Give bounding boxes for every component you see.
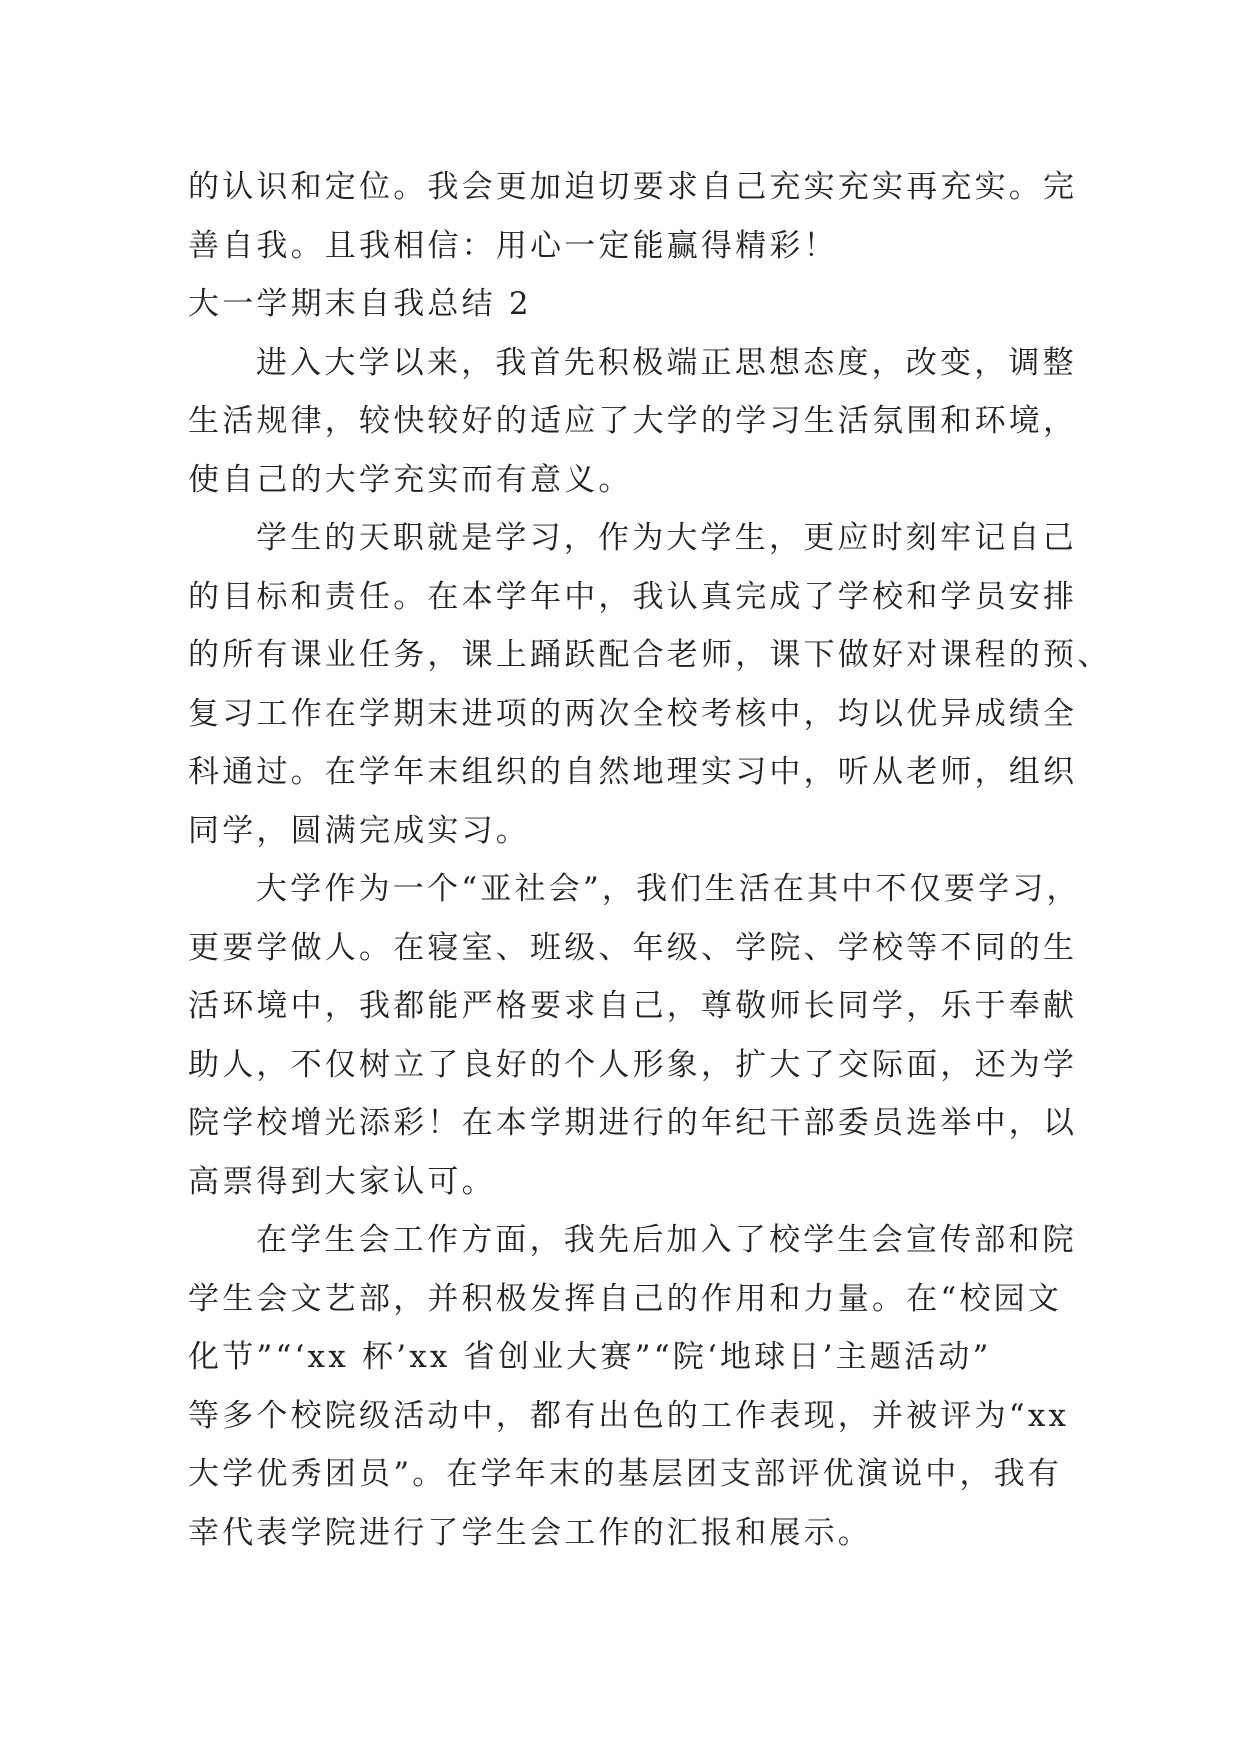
paragraph-3-line-1: 大学作为一个“亚社会”，我们生活在其中不仅要学习，	[256, 871, 1081, 907]
intro-line-2: 善自我。且我相信：用心一定能赢得精彩！	[188, 227, 838, 264]
paragraph-2-line-6: 同学，圆满完成实习。	[188, 812, 530, 849]
section-title: 大一学期末自我总结 2	[188, 286, 532, 322]
paragraph-4-line-2: 学生会文艺部，并积极发挥自己的作用和力量。在“校园文	[188, 1280, 1063, 1317]
paragraph-4-line-6: 幸代表学院进行了学生会工作的汇报和展示。	[188, 1514, 872, 1551]
paragraph-1-line-1: 进入大学以来，我首先积极端正思想态度，改变，调整	[256, 344, 1077, 381]
paragraph-2-line-5: 科通过。在学年末组织的自然地理实习中，听从老师，组织	[188, 754, 1078, 790]
paragraph-3-line-2: 更要学做人。在寝室、班级、年级、学院、学校等不同的生	[188, 929, 1078, 966]
paragraph-2-line-2: 的目标和责任。在本学年中，我认真完成了学校和学员安排	[188, 578, 1078, 615]
paragraph-4-line-3: 化节”“‘xx 杯’xx 省创业大赛”“院‘地球日’主题活动”	[188, 1339, 992, 1375]
document-body	[188, 158, 1112, 1562]
paragraph-4-line-1: 在学生会工作方面，我先后加入了校学生会宣传部和院	[256, 1222, 1077, 1258]
paragraph-2-line-3: 的所有课业任务，课上踊跃配合老师，课下做好对课程的预、	[188, 637, 1112, 673]
intro-line-1: 的认识和定位。我会更加迫切要求自己充实充实再充实。完	[188, 169, 1078, 205]
paragraph-3-line-4: 助人，不仅树立了良好的个人形象，扩大了交际面，还为学	[188, 1046, 1078, 1083]
paragraph-4-line-4: 等多个校院级活动中，都有出色的工作表现，并被评为“xx	[188, 1397, 1070, 1434]
paragraph-1-line-2: 生活规律，较快较好的适应了大学的学习生活氛围和环境，	[188, 403, 1078, 439]
paragraph-1-line-3: 使自己的大学充实而有意义。	[188, 461, 633, 498]
paragraph-3-line-6: 高票得到大家认可。	[188, 1163, 496, 1200]
paragraph-4-line-5: 大学优秀团员”。在学年末的基层团支部评优演说中，我有	[188, 1456, 1063, 1492]
paragraph-3-line-3: 活环境中，我都能严格要求自己，尊敬师长同学，乐于奉献	[188, 988, 1078, 1024]
paragraph-2-line-1: 学生的天职就是学习，作为大学生，更应时刻牢记自己	[256, 520, 1077, 556]
paragraph-2-line-4: 复习工作在学期末进项的两次全校考核中，均以优异成绩全	[188, 695, 1078, 732]
paragraph-3-line-5: 院学校增光添彩！在本学期进行的年纪干部委员选举中，以	[188, 1105, 1078, 1141]
